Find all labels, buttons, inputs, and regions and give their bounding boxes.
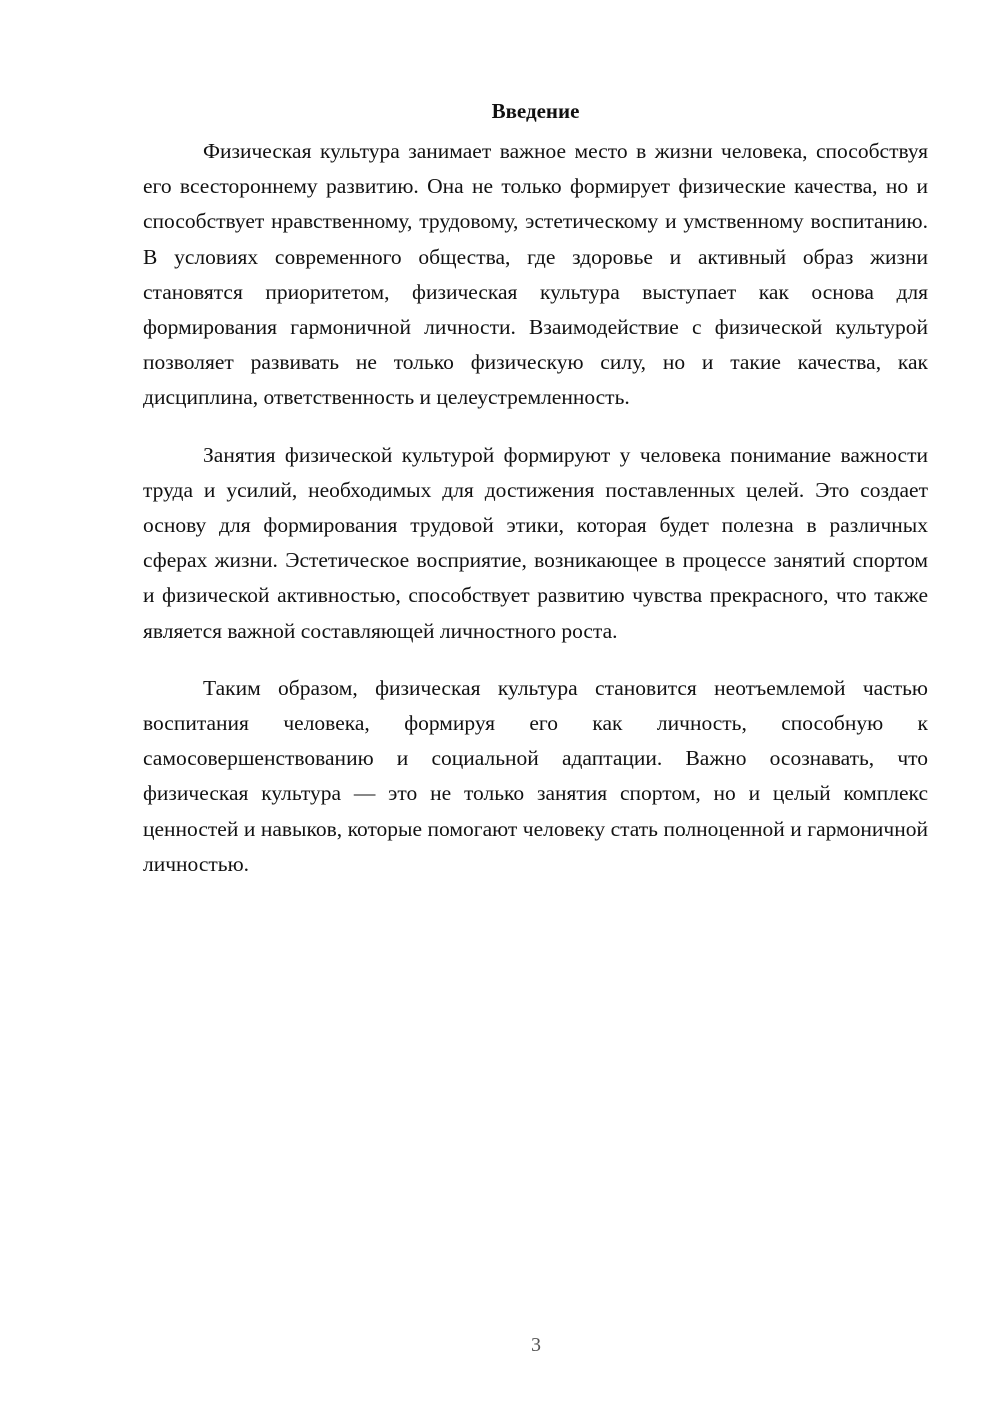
paragraph-2: Занятия физической культурой формируют у человека понимание важности труда и усилий, необходимых для достижения поставленных целей. Это создает основу для формирования трудовой этики, которая будет полезна в различных сферах жизни. Эстетическое восприятие, возникающее в процессе занятий спортом и физической активностью, способствует развитию чувства прекрасного, что также является важной составляющей личностного роста.	[143, 442, 928, 643]
page-number: 3	[531, 1334, 541, 1356]
paragraph-3: Таким образом, физическая культура становится неотъемлемой частью воспитания человека, формируя его как личность, способную к самосовершенствованию и социальной адаптации. Важно осознавать, что физическая культура — это не только занятия спортом, но и целый комплекс ценностей и навыков, которые помогают человеку стать полноценной и гармоничной личностью.	[143, 675, 928, 876]
paragraph-1: Физическая культура занимает важное место в жизни человека, способствуя его всестороннему развитию. Она не только формирует физические качества, но и способствует нравственному, трудовому, эстетическому и умственному воспитанию. В условиях современного общества, где здоровье и активный образ жизни становятся приоритетом, физическая культура выступает как основа для формирования гармоничной личности. Взаимодействие с физической культурой позволяет развивать не только физическую силу, но и такие качества, как дисциплина, ответственность и целеустремленность.	[143, 139, 928, 410]
section-title: Введение	[491, 99, 580, 123]
page-content	[143, 96, 928, 904]
